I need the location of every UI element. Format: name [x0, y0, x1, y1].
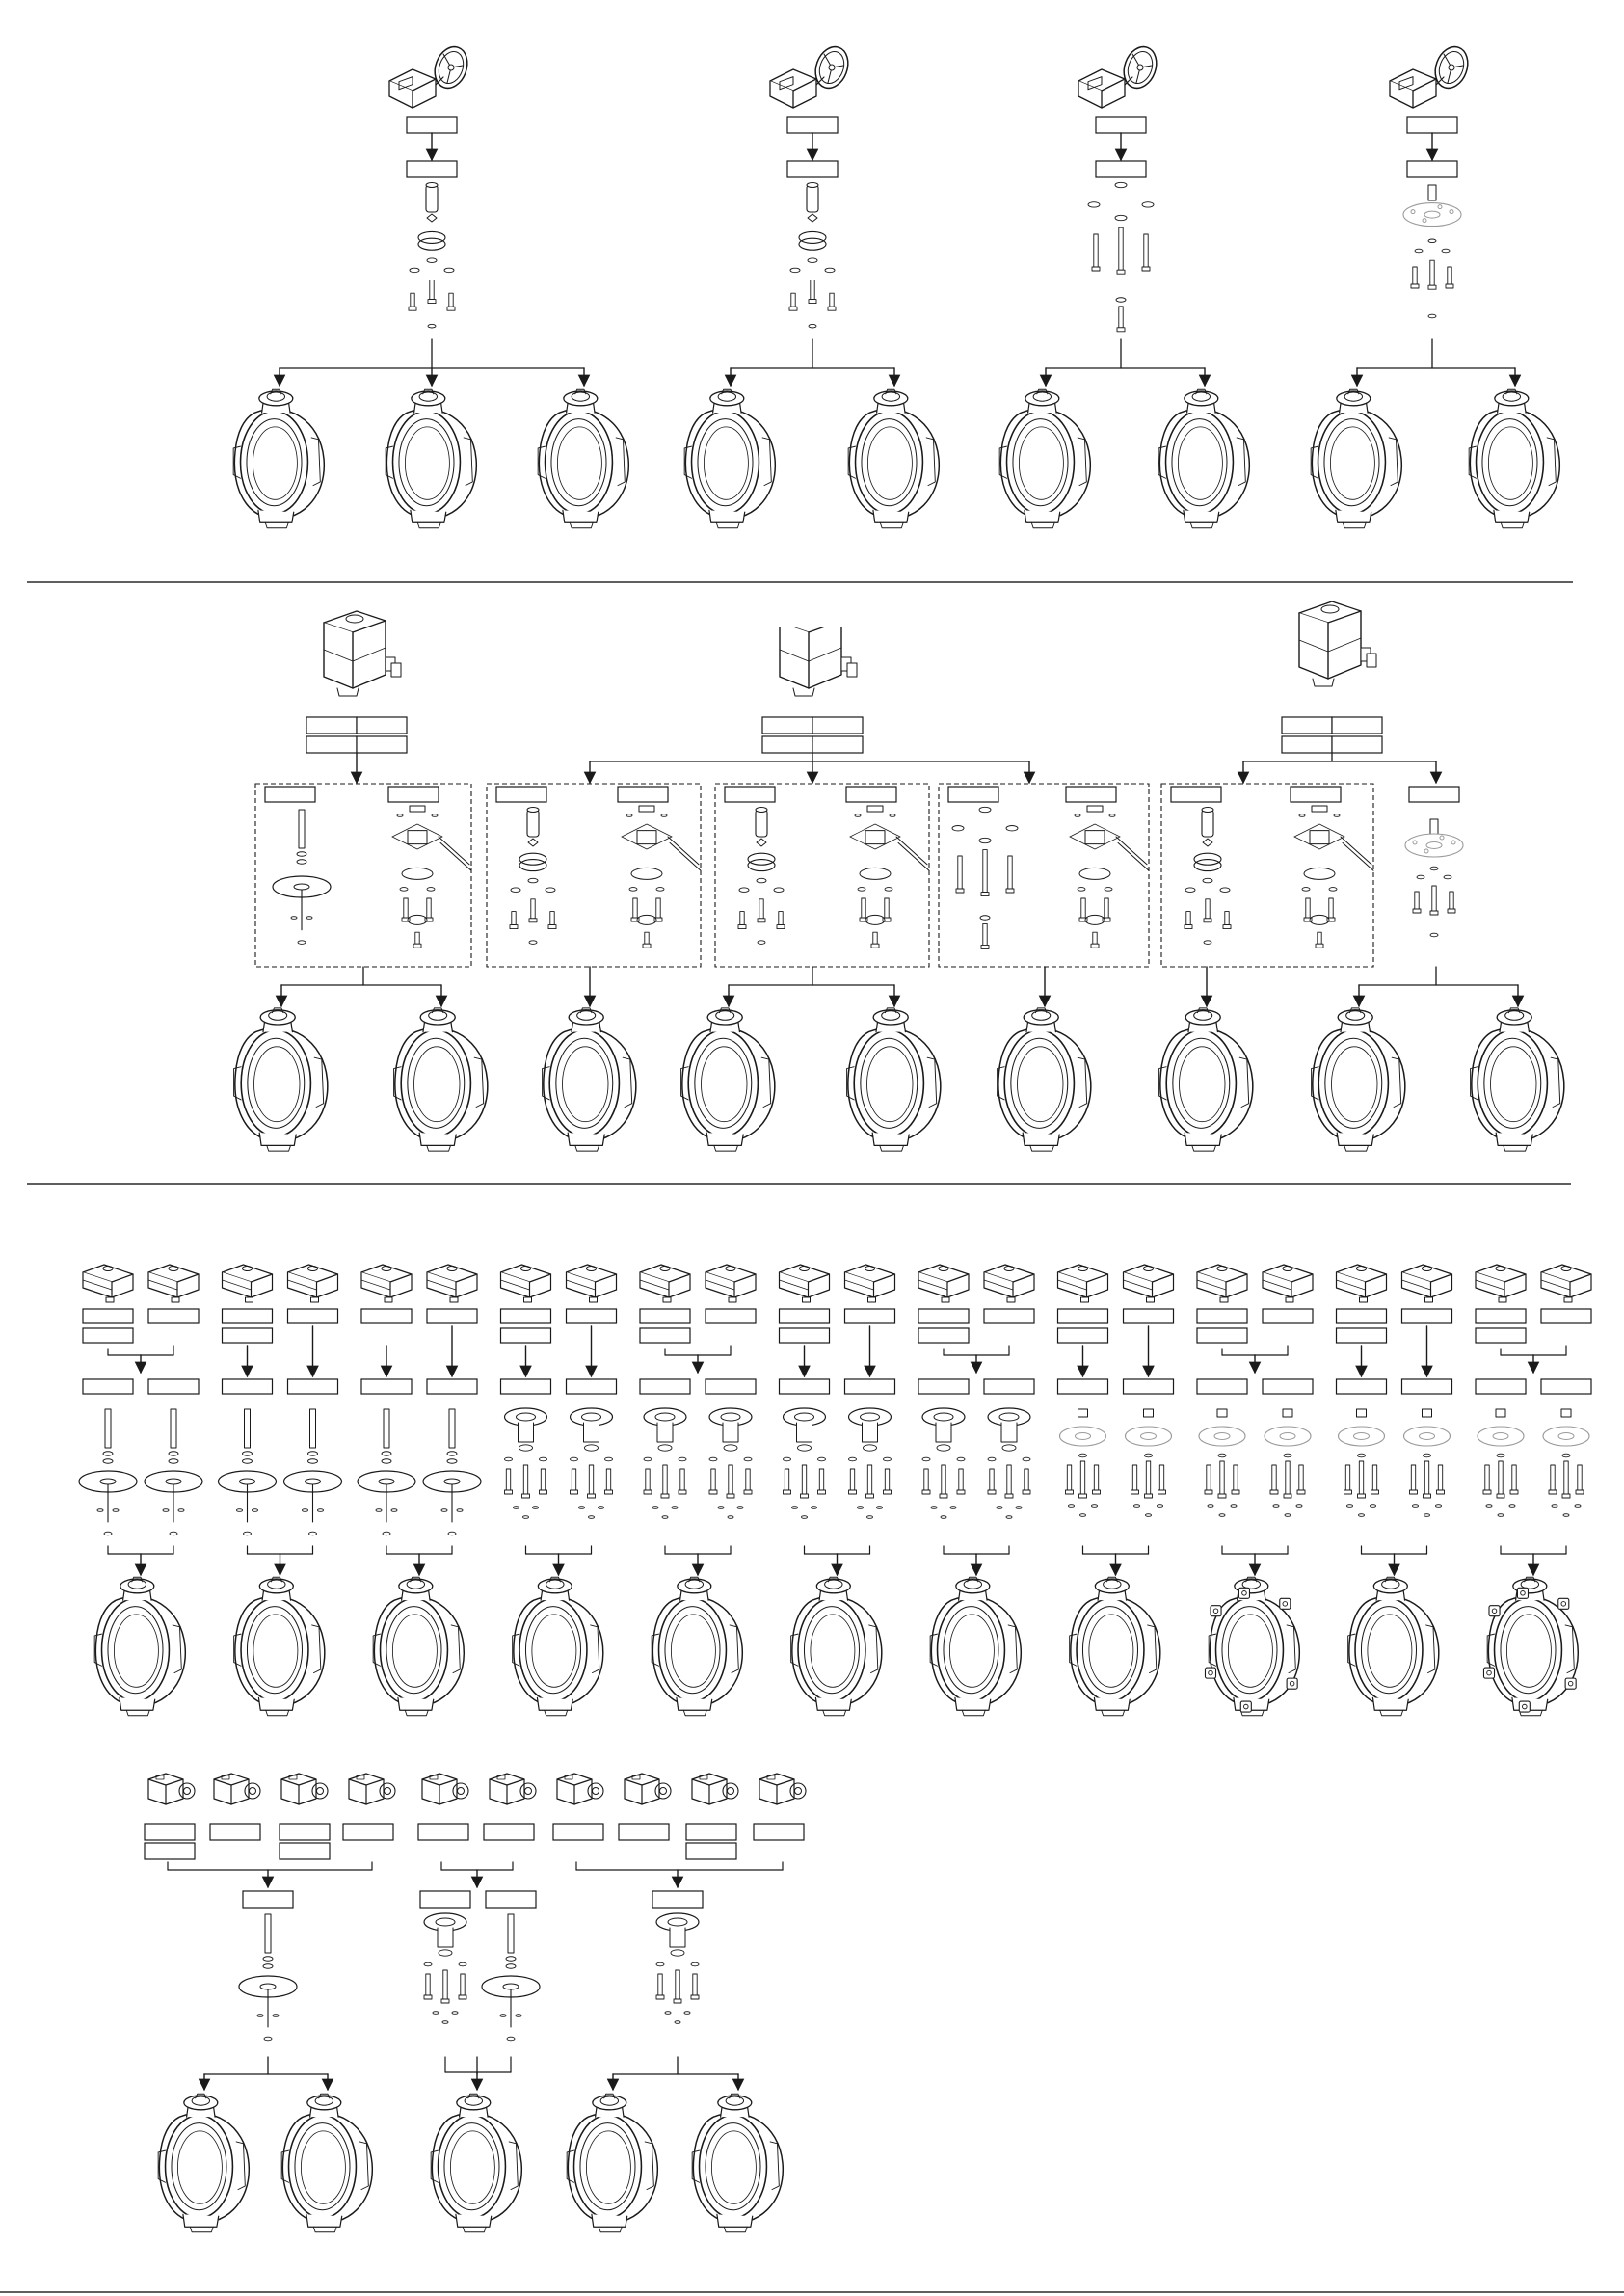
electric-actuator-configuration — [762, 607, 863, 753]
part-label-box — [1407, 161, 1457, 177]
part-label-box — [83, 1309, 133, 1323]
part-label-box — [1541, 1379, 1591, 1394]
mounting-kit-icon — [273, 810, 331, 944]
part-label-box — [280, 1843, 330, 1859]
butterfly-valve-icon — [1159, 1008, 1253, 1151]
pneumatic-actuator-icon — [845, 1265, 895, 1302]
pneumatic-actuator-icon — [1402, 1265, 1452, 1302]
butterfly-valve-icon — [1158, 389, 1249, 528]
part-label-box — [984, 1309, 1034, 1323]
mounting-kit-icon — [922, 1408, 965, 1518]
part-label-box — [288, 1309, 338, 1323]
part-label-box — [619, 1824, 669, 1840]
mounting-kit-icon — [952, 807, 1018, 948]
mounting-kit-icon — [789, 183, 836, 329]
part-label-box — [845, 1309, 895, 1323]
compact-electric-actuator-icon — [759, 1774, 806, 1804]
part-label-box — [83, 1328, 133, 1343]
butterfly-valve-icon — [684, 389, 775, 528]
part-label-box — [361, 1309, 412, 1323]
part-label-box — [418, 1824, 468, 1840]
pneumatic-actuator-icon — [361, 1265, 412, 1302]
part-label-box — [1476, 1328, 1526, 1343]
butterfly-valve-icon — [373, 1577, 464, 1716]
part-label-box — [1058, 1309, 1108, 1323]
part-label-box — [948, 787, 998, 802]
part-label-box — [787, 117, 838, 133]
compact-electric-actuator-icon — [557, 1774, 603, 1804]
mounting-kit-icon — [1339, 1409, 1385, 1516]
part-label-box — [265, 787, 315, 802]
kit-group-frame — [939, 784, 1149, 967]
butterfly-valve-icon — [513, 1577, 603, 1716]
butterfly-valve-icon — [234, 1008, 328, 1151]
part-label-box — [1409, 787, 1459, 802]
part-label-box — [1332, 736, 1382, 753]
mounting-kit-group — [1405, 787, 1463, 937]
mounting-kit-icon — [1403, 185, 1461, 318]
part-label-box — [640, 1309, 690, 1323]
butterfly-valve-icon — [998, 1008, 1091, 1151]
pneumatic-actuator-icon — [427, 1265, 477, 1302]
pneumatic-actuator-icon — [501, 1265, 551, 1302]
pneumatic-actuator-icon — [984, 1265, 1034, 1302]
gearbox-configuration — [999, 42, 1249, 528]
mounting-kit-icon — [145, 1409, 202, 1535]
butterfly-valve-icon — [567, 2094, 657, 2232]
pneumatic-actuator-icon — [1124, 1265, 1174, 1302]
part-label-box — [1066, 787, 1116, 802]
part-label-box — [984, 1379, 1034, 1394]
butterfly-valve-icon — [538, 389, 628, 528]
mounting-kit-icon — [849, 1408, 892, 1518]
pneumatic-actuator-icon — [1197, 1265, 1247, 1302]
butterfly-valve-icon — [1311, 389, 1401, 528]
part-label-box — [762, 736, 812, 753]
mounting-kit-icon — [510, 808, 556, 945]
pneumatic-configuration — [640, 1265, 756, 1716]
compact-electric-actuator-icon — [148, 1774, 195, 1804]
section-electric-actuator — [234, 601, 1564, 1151]
butterfly-valve-icon — [543, 1008, 636, 1151]
compact-electric-actuator-icon — [349, 1774, 395, 1804]
part-label-box — [343, 1824, 393, 1840]
part-label-box — [1263, 1379, 1313, 1394]
part-label-box — [725, 787, 775, 802]
mounting-kit-icon — [482, 1914, 540, 2041]
pneumatic-actuator-icon — [1058, 1265, 1108, 1302]
butterfly-valve-icon — [1483, 1577, 1578, 1716]
pneumatic-actuator-icon — [83, 1265, 133, 1302]
compact-electric-actuator-icon — [490, 1774, 536, 1804]
mounting-kit-icon — [409, 183, 455, 329]
part-label-box — [1476, 1309, 1526, 1323]
compact-electric-actuator-icon — [281, 1774, 328, 1804]
mounting-kit-icon — [424, 1913, 466, 2023]
part-label-box — [754, 1824, 804, 1840]
part-label-box — [640, 1328, 690, 1343]
part-label-box — [280, 1824, 330, 1840]
compact-actuator-configuration — [553, 1774, 806, 2232]
butterfly-valve-icon — [847, 1008, 941, 1151]
mounting-kit-icon — [571, 1408, 613, 1518]
part-label-box — [652, 1891, 703, 1908]
mounting-kit-icon — [239, 1914, 297, 2041]
part-label-box — [780, 1309, 830, 1323]
butterfly-valve-icon — [394, 1008, 488, 1151]
part-label-box — [1096, 117, 1146, 133]
part-label-box — [223, 1379, 273, 1394]
mounting-kit-group — [715, 784, 929, 967]
butterfly-valve-icon — [158, 2094, 249, 2232]
electric-actuator-configuration — [1282, 601, 1382, 753]
mounting-kit-icon — [622, 806, 701, 948]
part-label-box — [1124, 1309, 1174, 1323]
part-label-box — [427, 1379, 477, 1394]
electric-actuator-icon — [774, 607, 861, 696]
mounting-kit-icon — [79, 1409, 137, 1535]
mounting-kit-icon — [358, 1409, 415, 1535]
gearbox-configuration — [684, 42, 939, 528]
mounting-kit-icon — [284, 1409, 342, 1535]
mounting-kit-group — [939, 784, 1149, 967]
compact-actuator-configuration — [418, 1774, 540, 2232]
part-label-box — [420, 1891, 470, 1908]
part-label-box — [145, 1843, 195, 1859]
mounting-kit-icon — [505, 1408, 547, 1518]
mounting-kit-icon — [738, 808, 785, 945]
butterfly-valve-icon — [1471, 1008, 1564, 1151]
mounting-kit-icon — [1126, 1409, 1172, 1516]
part-label-box — [618, 787, 668, 802]
part-label-box — [1291, 787, 1341, 802]
butterfly-valve-icon — [281, 2094, 372, 2232]
pneumatic-configuration — [219, 1265, 342, 1716]
part-label-box — [501, 1379, 551, 1394]
section-compact-electric-actuator — [145, 1774, 806, 2232]
mounting-kit-icon — [1088, 182, 1154, 331]
mounting-kit-icon — [1405, 819, 1463, 937]
part-label-box — [148, 1309, 199, 1323]
pneumatic-actuator-icon — [780, 1265, 830, 1302]
butterfly-valve-icon — [386, 389, 476, 528]
pneumatic-actuator-icon — [223, 1265, 273, 1302]
part-label-box — [567, 1309, 617, 1323]
section-pneumatic-actuator — [79, 1265, 1591, 1716]
part-label-box — [812, 736, 863, 753]
mounting-kit-icon — [784, 1408, 826, 1518]
butterfly-valve-icon — [431, 2094, 521, 2232]
part-label-box — [427, 1309, 477, 1323]
mounting-kit-icon — [644, 1408, 686, 1518]
part-label-box — [640, 1379, 690, 1394]
part-label-box — [846, 787, 896, 802]
part-label-box — [496, 787, 546, 802]
mounting-kit-icon — [1543, 1409, 1589, 1516]
butterfly-valve-icon — [94, 1577, 185, 1716]
pneumatic-actuator-icon — [918, 1265, 969, 1302]
pneumatic-configuration — [1337, 1265, 1452, 1716]
part-label-box — [1263, 1309, 1313, 1323]
mounting-kit-icon — [1294, 806, 1373, 948]
part-label-box — [407, 161, 457, 177]
butterfly-valve-icon — [692, 2094, 783, 2232]
part-label-box — [1124, 1379, 1174, 1394]
part-label-box — [1058, 1328, 1108, 1343]
part-label-box — [1337, 1379, 1387, 1394]
gearbox-handwheel-icon — [1078, 42, 1162, 108]
butterfly-valve-icon — [1070, 1577, 1160, 1716]
mounting-kit-group — [255, 784, 471, 967]
butterfly-valve-icon — [234, 1577, 325, 1716]
gearbox-handwheel-icon — [389, 42, 473, 108]
part-label-box — [1407, 117, 1457, 133]
pneumatic-actuator-icon — [567, 1265, 617, 1302]
gearbox-handwheel-icon — [770, 42, 854, 108]
part-label-box — [357, 736, 407, 753]
part-label-box — [787, 161, 838, 177]
pneumatic-configuration — [358, 1265, 481, 1716]
pneumatic-configuration — [780, 1265, 895, 1716]
mounting-kit-icon — [1478, 1409, 1524, 1516]
part-label-box — [918, 1309, 969, 1323]
gearbox-handwheel-icon — [1390, 42, 1474, 108]
part-label-box — [706, 1379, 756, 1394]
section-manual-gearbox — [233, 42, 1559, 528]
pneumatic-actuator-icon — [640, 1265, 690, 1302]
part-label-box — [243, 1891, 293, 1908]
part-label-box — [762, 717, 812, 734]
mounting-kit-icon — [1199, 1409, 1245, 1516]
part-label-box — [361, 1379, 412, 1394]
part-label-box — [845, 1379, 895, 1394]
pneumatic-configuration — [1476, 1265, 1591, 1716]
pneumatic-configuration — [1197, 1265, 1313, 1716]
kit-group-frame — [1161, 784, 1373, 967]
pneumatic-actuator-icon — [1337, 1265, 1387, 1302]
mounting-kit-group — [487, 784, 701, 967]
butterfly-valve-icon — [652, 1577, 742, 1716]
part-label-box — [148, 1379, 199, 1394]
part-label-box — [1337, 1309, 1387, 1323]
part-label-box — [1197, 1328, 1247, 1343]
part-label-box — [812, 717, 863, 734]
compact-electric-actuator-icon — [625, 1774, 671, 1804]
mounting-kit-icon — [988, 1408, 1030, 1518]
part-label-box — [686, 1824, 736, 1840]
kit-group-frame — [487, 784, 701, 967]
electric-actuator-configuration — [306, 611, 407, 753]
pneumatic-configuration — [79, 1265, 202, 1716]
pneumatic-actuator-icon — [706, 1265, 756, 1302]
part-label-box — [1402, 1309, 1452, 1323]
part-label-box — [407, 117, 457, 133]
mounting-kit-icon — [423, 1409, 481, 1535]
pneumatic-actuator-icon — [1541, 1265, 1591, 1302]
part-label-box — [553, 1824, 603, 1840]
mounting-kit-icon — [709, 1408, 752, 1518]
part-label-box — [1541, 1309, 1591, 1323]
part-label-box — [918, 1379, 969, 1394]
part-label-box — [210, 1824, 260, 1840]
mounting-kit-icon — [656, 1913, 699, 2023]
mounting-kit-icon — [1265, 1409, 1311, 1516]
part-label-box — [306, 717, 357, 734]
part-label-box — [484, 1824, 534, 1840]
part-label-box — [706, 1309, 756, 1323]
part-label-box — [1402, 1379, 1452, 1394]
part-label-box — [223, 1328, 273, 1343]
part-label-box — [306, 736, 357, 753]
part-label-box — [918, 1328, 969, 1343]
butterfly-valve-icon — [233, 389, 324, 528]
part-label-box — [1476, 1379, 1526, 1394]
butterfly-valve-icon — [930, 1577, 1021, 1716]
part-label-box — [567, 1379, 617, 1394]
butterfly-valve-icon — [1205, 1577, 1299, 1716]
butterfly-valve-icon — [681, 1008, 775, 1151]
compact-electric-actuator-icon — [422, 1774, 468, 1804]
part-label-box — [1197, 1379, 1247, 1394]
part-label-box — [83, 1379, 133, 1394]
pneumatic-configuration — [918, 1265, 1034, 1716]
mounting-kit-icon — [850, 806, 929, 948]
part-label-box — [145, 1824, 195, 1840]
part-label-box — [486, 1891, 536, 1908]
part-label-box — [1058, 1379, 1108, 1394]
butterfly-valve-icon — [1348, 1577, 1439, 1716]
part-label-box — [501, 1328, 551, 1343]
butterfly-valve-icon — [999, 389, 1090, 528]
electric-actuator-icon — [1299, 601, 1376, 686]
part-label-box — [1096, 161, 1146, 177]
mounting-kit-group — [1161, 784, 1373, 967]
compact-actuator-configuration — [145, 1774, 395, 2232]
butterfly-valve-icon — [848, 389, 939, 528]
butterfly-valve-icon — [791, 1577, 882, 1716]
part-label-box — [501, 1309, 551, 1323]
part-label-box — [1282, 736, 1332, 753]
part-label-box — [357, 717, 407, 734]
mounting-kit-icon — [1060, 1409, 1106, 1516]
part-label-box — [780, 1328, 830, 1343]
pneumatic-actuator-icon — [148, 1265, 199, 1302]
pneumatic-configuration — [1058, 1265, 1174, 1716]
part-label-box — [1282, 717, 1332, 734]
part-label-box — [223, 1309, 273, 1323]
kit-group-frame — [715, 784, 929, 967]
part-label-box — [780, 1379, 830, 1394]
compact-electric-actuator-icon — [214, 1774, 260, 1804]
pneumatic-configuration — [501, 1265, 617, 1716]
part-label-box — [388, 787, 439, 802]
electric-actuator-icon — [324, 611, 401, 696]
pneumatic-actuator-icon — [1263, 1265, 1313, 1302]
mounting-kit-icon — [1185, 808, 1231, 945]
mounting-kit-icon — [392, 806, 471, 948]
mounting-kit-icon — [1404, 1409, 1451, 1516]
part-label-box — [1337, 1328, 1387, 1343]
kit-group-frame — [255, 784, 471, 967]
pneumatic-actuator-icon — [288, 1265, 338, 1302]
butterfly-valve-icon — [1469, 389, 1559, 528]
part-label-box — [1171, 787, 1221, 802]
pneumatic-actuator-icon — [1476, 1265, 1526, 1302]
mounting-kit-icon — [219, 1409, 277, 1535]
part-label-box — [1197, 1309, 1247, 1323]
part-label-box — [686, 1843, 736, 1859]
butterfly-valve-icon — [1312, 1008, 1405, 1151]
mounting-kit-icon — [1070, 806, 1149, 948]
gearbox-configuration — [233, 42, 628, 528]
part-label-box — [1332, 717, 1382, 734]
compact-electric-actuator-icon — [692, 1774, 738, 1804]
part-label-box — [288, 1379, 338, 1394]
gearbox-configuration — [1311, 42, 1559, 528]
